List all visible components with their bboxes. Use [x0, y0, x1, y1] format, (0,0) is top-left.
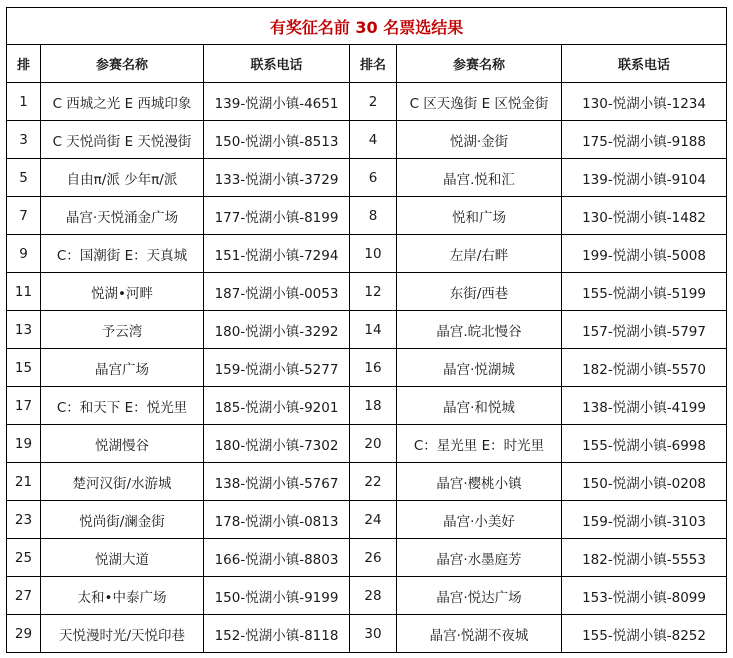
cell-name-right: 晶宫.悦和汇	[397, 159, 562, 197]
cell-rank-right: 22	[350, 463, 397, 501]
cell-rank-right: 28	[350, 577, 397, 615]
cell-name-right: 悦和广场	[397, 197, 562, 235]
header-rank-left: 排	[7, 45, 41, 83]
table-row	[7, 577, 727, 615]
table-row	[7, 349, 727, 387]
cell-rank-left: 23	[7, 501, 41, 539]
cell-name-right: 晶宫·和悦城	[397, 387, 562, 425]
cell-phone-right: 182-悦湖小镇-5553	[562, 539, 727, 577]
cell-name-left: C 西城之光 E 西城印象	[41, 83, 204, 121]
cell-name-left: 太和•中泰广场	[41, 577, 204, 615]
cell-name-right: 晶宫·小美好	[397, 501, 562, 539]
cell-phone-left: 180-悦湖小镇-7302	[204, 425, 350, 463]
cell-rank-right: 12	[350, 273, 397, 311]
cell-name-left: 楚河汉街/水游城	[41, 463, 204, 501]
cell-name-right: 晶宫.皖北慢谷	[397, 311, 562, 349]
cell-rank-left: 5	[7, 159, 41, 197]
cell-phone-right: 182-悦湖小镇-5570	[562, 349, 727, 387]
results-table	[6, 7, 727, 653]
cell-rank-left: 9	[7, 235, 41, 273]
table-row	[7, 463, 727, 501]
cell-rank-right: 8	[350, 197, 397, 235]
header-phone-left: 联系电话	[204, 45, 350, 83]
cell-phone-left: 152-悦湖小镇-8118	[204, 615, 350, 653]
cell-name-left: 晶宫·天悦涌金广场	[41, 197, 204, 235]
cell-rank-left: 3	[7, 121, 41, 159]
cell-name-right: 晶宫·悦湖城	[397, 349, 562, 387]
cell-phone-left: 166-悦湖小镇-8803	[204, 539, 350, 577]
cell-phone-right: 153-悦湖小镇-8099	[562, 577, 727, 615]
header-row	[7, 45, 727, 83]
cell-phone-left: 150-悦湖小镇-8513	[204, 121, 350, 159]
table-row	[7, 425, 727, 463]
cell-phone-right: 175-悦湖小镇-9188	[562, 121, 727, 159]
cell-name-right: 晶宫·悦湖不夜城	[397, 615, 562, 653]
cell-name-left: 天悦漫时光/天悦印巷	[41, 615, 204, 653]
cell-name-right: C 区天逸街 E 区悦金街	[397, 83, 562, 121]
table-row	[7, 311, 727, 349]
cell-phone-right: 155-悦湖小镇-5199	[562, 273, 727, 311]
cell-rank-left: 11	[7, 273, 41, 311]
cell-phone-left: 133-悦湖小镇-3729	[204, 159, 350, 197]
cell-rank-left: 15	[7, 349, 41, 387]
cell-phone-right: 139-悦湖小镇-9104	[562, 159, 727, 197]
cell-name-left: 悦尚街/澜金街	[41, 501, 204, 539]
cell-rank-left: 27	[7, 577, 41, 615]
cell-rank-left: 17	[7, 387, 41, 425]
cell-name-left: 自由π/派 少年π/派	[41, 159, 204, 197]
header-name-left: 参赛名称	[41, 45, 204, 83]
cell-rank-right: 4	[350, 121, 397, 159]
cell-name-right: 晶宫·水墨庭芳	[397, 539, 562, 577]
cell-rank-right: 24	[350, 501, 397, 539]
table-row	[7, 235, 727, 273]
cell-rank-left: 25	[7, 539, 41, 577]
cell-name-left: C：和天下 E：悦光里	[41, 387, 204, 425]
cell-phone-right: 157-悦湖小镇-5797	[562, 311, 727, 349]
cell-rank-right: 20	[350, 425, 397, 463]
table-row	[7, 121, 727, 159]
cell-name-left: C 天悦尚街 E 天悦漫街	[41, 121, 204, 159]
cell-phone-left: 187-悦湖小镇-0053	[204, 273, 350, 311]
table-row	[7, 197, 727, 235]
results-sheet	[6, 7, 726, 653]
cell-phone-right: 159-悦湖小镇-3103	[562, 501, 727, 539]
table-row	[7, 539, 727, 577]
cell-rank-right: 14	[350, 311, 397, 349]
table-row	[7, 273, 727, 311]
cell-name-right: C：星光里 E：时光里	[397, 425, 562, 463]
cell-rank-right: 26	[350, 539, 397, 577]
header-phone-right: 联系电话	[562, 45, 727, 83]
cell-name-left: 予云湾	[41, 311, 204, 349]
cell-name-left: C：国潮街 E：天真城	[41, 235, 204, 273]
header-rank-right: 排名	[350, 45, 397, 83]
cell-phone-right: 138-悦湖小镇-4199	[562, 387, 727, 425]
cell-phone-right: 130-悦湖小镇-1482	[562, 197, 727, 235]
cell-name-right: 东街/西巷	[397, 273, 562, 311]
cell-phone-left: 150-悦湖小镇-9199	[204, 577, 350, 615]
title-row	[7, 8, 727, 45]
cell-phone-left: 151-悦湖小镇-7294	[204, 235, 350, 273]
table-title: 有奖征名前 30 名票选结果	[7, 8, 727, 45]
header-name-right: 参赛名称	[397, 45, 562, 83]
cell-rank-right: 18	[350, 387, 397, 425]
cell-rank-left: 19	[7, 425, 41, 463]
cell-name-left: 晶宫广场	[41, 349, 204, 387]
cell-phone-left: 178-悦湖小镇-0813	[204, 501, 350, 539]
cell-phone-right: 199-悦湖小镇-5008	[562, 235, 727, 273]
cell-name-right: 悦湖·金街	[397, 121, 562, 159]
cell-rank-right: 16	[350, 349, 397, 387]
cell-phone-right: 150-悦湖小镇-0208	[562, 463, 727, 501]
cell-phone-left: 139-悦湖小镇-4651	[204, 83, 350, 121]
cell-rank-left: 21	[7, 463, 41, 501]
cell-name-left: 悦湖•河畔	[41, 273, 204, 311]
cell-phone-right: 155-悦湖小镇-6998	[562, 425, 727, 463]
cell-rank-right: 10	[350, 235, 397, 273]
cell-rank-left: 29	[7, 615, 41, 653]
cell-phone-left: 138-悦湖小镇-5767	[204, 463, 350, 501]
cell-phone-right: 155-悦湖小镇-8252	[562, 615, 727, 653]
cell-rank-left: 1	[7, 83, 41, 121]
cell-rank-right: 6	[350, 159, 397, 197]
cell-rank-left: 13	[7, 311, 41, 349]
table-row	[7, 615, 727, 653]
cell-rank-right: 2	[350, 83, 397, 121]
cell-phone-right: 130-悦湖小镇-1234	[562, 83, 727, 121]
cell-rank-left: 7	[7, 197, 41, 235]
cell-phone-left: 180-悦湖小镇-3292	[204, 311, 350, 349]
cell-name-left: 悦湖慢谷	[41, 425, 204, 463]
cell-rank-right: 30	[350, 615, 397, 653]
cell-phone-left: 185-悦湖小镇-9201	[204, 387, 350, 425]
cell-phone-left: 177-悦湖小镇-8199	[204, 197, 350, 235]
cell-name-right: 晶宫·悦达广场	[397, 577, 562, 615]
table-row	[7, 159, 727, 197]
table-row	[7, 387, 727, 425]
cell-name-right: 左岸/右畔	[397, 235, 562, 273]
table-row	[7, 501, 727, 539]
table-row	[7, 83, 727, 121]
cell-name-right: 晶宫·樱桃小镇	[397, 463, 562, 501]
cell-name-left: 悦湖大道	[41, 539, 204, 577]
cell-phone-left: 159-悦湖小镇-5277	[204, 349, 350, 387]
